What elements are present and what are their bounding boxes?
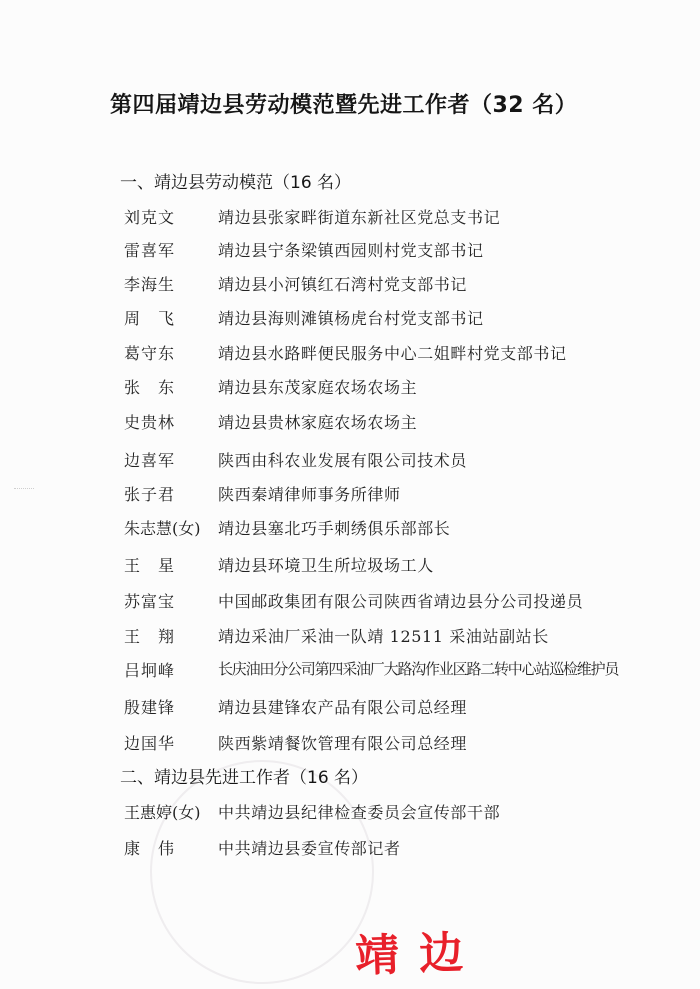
person-name: 史贵林	[124, 413, 176, 432]
person-role: 陕西紫靖餐饮管理有限公司总经理	[218, 734, 468, 753]
person-role: 中国邮政集团有限公司陕西省靖边县分公司投递员	[218, 592, 584, 611]
person-name: 雷喜军	[124, 241, 176, 260]
person-name: 周 飞	[124, 309, 176, 328]
person-role: 靖边县环境卫生所垃圾场工人	[218, 556, 434, 575]
person-role: 靖边县宁条梁镇西园则村党支部书记	[218, 241, 484, 260]
person-name: 边喜军	[124, 451, 176, 470]
person-role: 长庆油田分公司第四采油厂大路沟作业区路二转中心站巡检维护员	[218, 660, 619, 678]
person-name: 刘克文	[124, 208, 176, 227]
person-role: 中共靖边县纪律检查委员会宣传部干部	[218, 803, 501, 822]
person-name: 康 伟	[124, 839, 176, 858]
person-name: 王惠婷(女)	[124, 803, 201, 822]
person-role: 靖边县贵林家庭农场农场主	[218, 413, 418, 432]
person-name: 王 翔	[124, 627, 176, 646]
person-name: 张子君	[124, 485, 176, 504]
person-name: 葛守东	[124, 344, 176, 363]
person-name: 殷建锋	[124, 698, 176, 717]
section-heading-advanced-workers: 二、靖边县先进工作者（16 名）	[120, 768, 369, 788]
person-name: 李海生	[124, 275, 176, 294]
person-role: 靖边采油厂采油一队靖 12511 采油站副站长	[218, 627, 549, 646]
person-role: 靖边县塞北巧手刺绣俱乐部部长	[218, 519, 451, 538]
person-role: 靖边县建锋农产品有限公司总经理	[218, 698, 468, 717]
person-name: 朱志慧(女)	[124, 519, 201, 538]
person-role: 陕西由科农业发展有限公司技术员	[218, 451, 468, 470]
section-heading-labor-models: 一、靖边县劳动模范（16 名）	[120, 173, 352, 193]
person-name: 张 东	[124, 378, 176, 397]
person-role: 陕西秦靖律师事务所律师	[218, 485, 401, 504]
person-role: 靖边县水路畔便民服务中心二姐畔村党支部书记	[218, 344, 567, 363]
scan-speck	[14, 488, 34, 493]
person-name: 边国华	[124, 734, 176, 753]
person-role: 靖边县张家畔街道东新社区党总支书记	[218, 208, 501, 227]
person-role: 靖边县东茂家庭农场农场主	[218, 378, 418, 397]
person-role: 中共靖边县委宣传部记者	[218, 839, 401, 858]
person-name: 王 星	[124, 556, 176, 575]
person-name: 苏富宝	[124, 592, 176, 611]
person-role: 靖边县海则滩镇杨虎台村党支部书记	[218, 309, 484, 328]
person-role: 靖边县小河镇红石湾村党支部书记	[218, 275, 468, 294]
red-stamp-glyphs: 靖边	[354, 926, 485, 983]
person-name: 吕坰峰	[124, 661, 176, 680]
faint-seal-mark	[150, 760, 374, 984]
document-title: 第四届靖边县劳动模范暨先进工作者（32 名）	[110, 93, 578, 118]
